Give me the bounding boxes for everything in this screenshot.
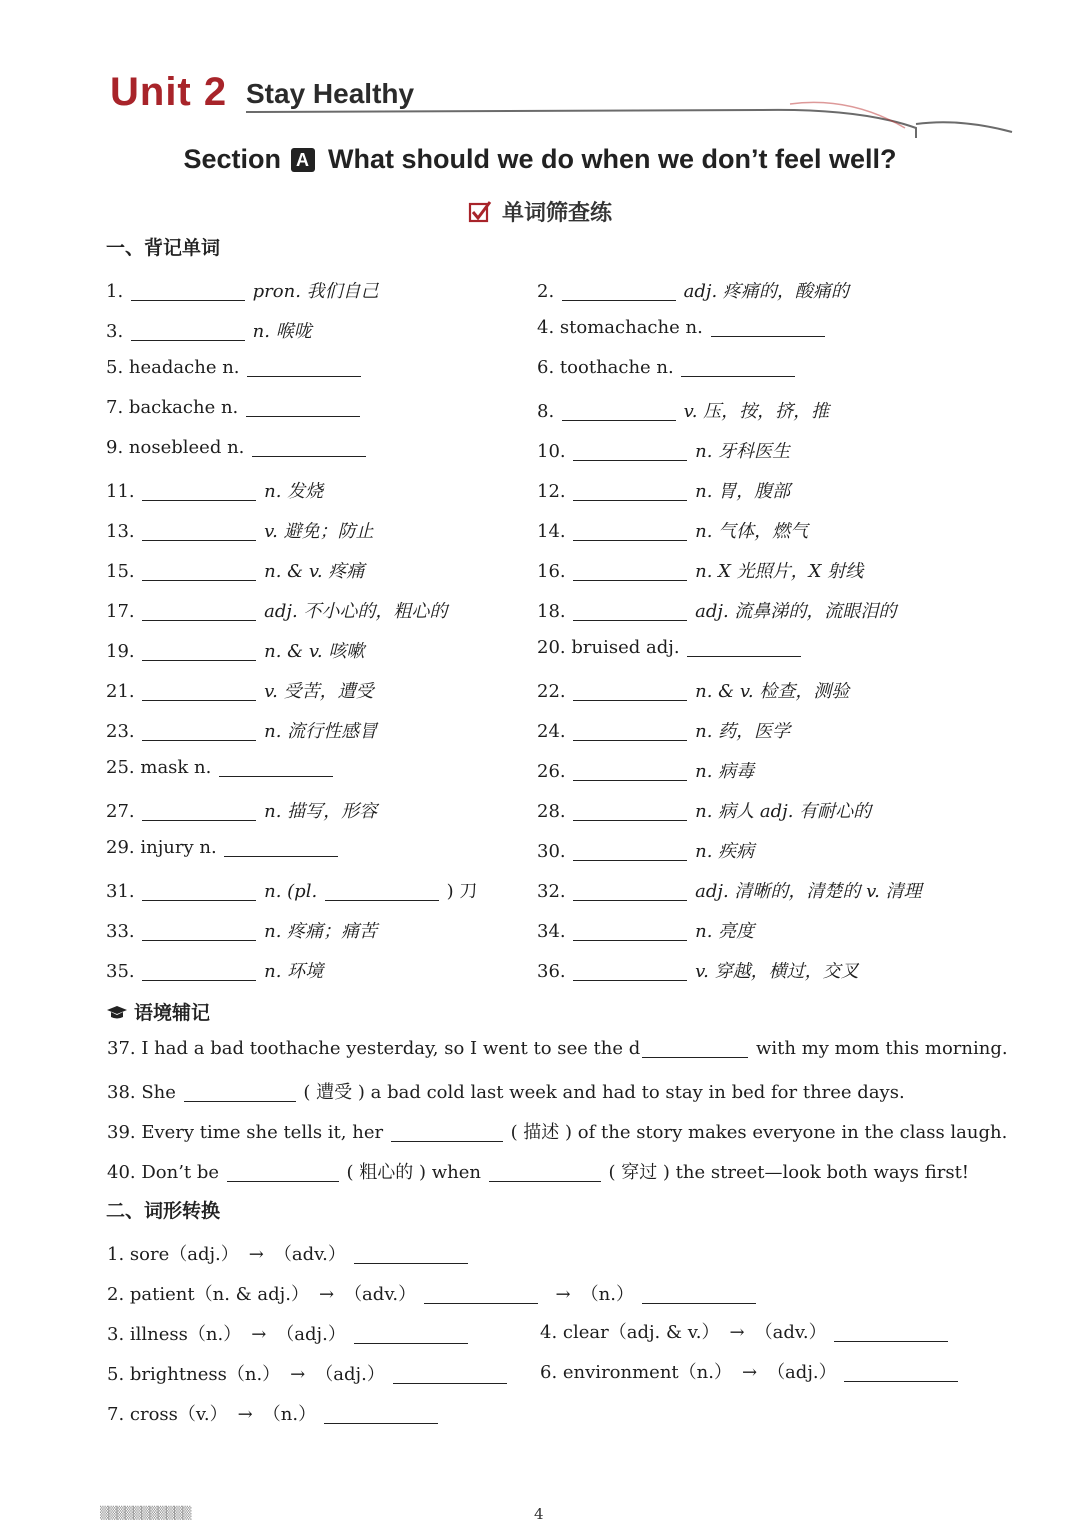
answer-blank[interactable]	[489, 1163, 601, 1182]
answer-blank[interactable]	[393, 1365, 507, 1384]
answer-blank[interactable]	[354, 1325, 468, 1344]
answer-blank[interactable]	[227, 1163, 339, 1182]
word-form-item-5	[107, 1360, 509, 1386]
answer-blank[interactable]	[142, 882, 256, 901]
vocab-item	[537, 637, 803, 658]
answer-blank[interactable]	[131, 282, 245, 301]
section-heading	[0, 144, 1080, 175]
answer-blank[interactable]	[391, 1123, 503, 1142]
item-number: 32.	[537, 881, 566, 902]
item-number: 31.	[106, 881, 135, 902]
answer-blank[interactable]	[184, 1083, 296, 1102]
item-meaning: n. 疾病	[695, 841, 755, 862]
vocab-item	[537, 917, 754, 943]
vocab-item	[106, 757, 335, 778]
word-form-source: 4. clear（adj. & v.）	[540, 1322, 720, 1343]
vocab-item	[106, 797, 377, 823]
unit-title: Stay Healthy	[246, 78, 415, 109]
vocab-item	[106, 877, 477, 903]
part2-heading: 二、词形转换	[106, 1200, 221, 1222]
item-number: 12.	[537, 481, 566, 502]
item-number: 27.	[106, 801, 135, 822]
arrow-right-icon: →	[555, 1284, 571, 1305]
item-meaning: n. 牙科医生	[695, 441, 791, 462]
item-number: 11.	[106, 481, 135, 502]
header-underline	[0, 0, 1080, 150]
answer-blank[interactable]	[142, 682, 256, 701]
item-meaning: adj. 清晰的，清楚的 v. 清理	[695, 881, 922, 902]
item-number: 10.	[537, 441, 566, 462]
vocab-item	[106, 837, 340, 858]
item-meaning: v. 压，按，挤，推	[683, 401, 830, 422]
answer-blank[interactable]	[247, 358, 361, 377]
vocab-item	[106, 477, 323, 503]
item-meaning: adj. 不小心的，粗心的	[264, 601, 448, 622]
section-label: Section	[183, 144, 281, 174]
sentence-39-start: 39. Every time she tells it, her	[107, 1122, 384, 1143]
item-meaning: n. 发烧	[264, 481, 324, 502]
page-number: 4	[534, 1505, 544, 1523]
sentence-37-end: with my mom this morning.	[755, 1038, 1008, 1059]
item-number: 14.	[537, 521, 566, 542]
vocab-item	[537, 837, 754, 863]
vocab-item	[537, 757, 754, 783]
word-form-item-2	[107, 1280, 758, 1306]
item-meaning: n. X 光照片，X 射线	[695, 561, 864, 582]
item-meaning: v. 避免；防止	[264, 521, 374, 542]
item-number: 8.	[537, 401, 555, 422]
sentence-37-start: 37. I had a bad toothache yesterday, so I went to see the d	[107, 1038, 641, 1059]
item-number: 2.	[537, 281, 555, 302]
vocab-item	[537, 477, 790, 503]
item-number: 6.	[537, 357, 555, 378]
answer-blank[interactable]	[642, 1039, 748, 1058]
answer-blank[interactable]	[142, 802, 256, 821]
vocab-item	[537, 397, 829, 423]
vocab-item	[537, 717, 790, 743]
item-meaning: n. 流行性感冒	[264, 721, 378, 742]
section-question: What should we do when we don’t feel well?	[328, 144, 897, 174]
vocab-item	[537, 437, 790, 463]
vocab-item	[537, 677, 849, 703]
word-form-item-6	[540, 1358, 960, 1384]
item-meaning: n. 气体，燃气	[695, 521, 809, 542]
arrow-right-icon: →	[248, 1244, 264, 1265]
item-number: 5.	[106, 357, 124, 378]
answer-blank[interactable]	[573, 482, 687, 501]
item-meaning: adj. 流鼻涕的，流眼泪的	[695, 601, 897, 622]
vocab-item	[537, 877, 922, 903]
answer-blank[interactable]	[573, 842, 687, 861]
sentence-37	[107, 1038, 1008, 1059]
answer-blank[interactable]	[642, 1285, 756, 1304]
answer-blank[interactable]	[142, 482, 256, 501]
answer-blank[interactable]	[142, 562, 256, 581]
item-meaning: pron. 我们自己	[252, 281, 379, 302]
answer-blank[interactable]	[573, 562, 687, 581]
item-meaning: adj. 疼痛的，酸痛的	[683, 281, 849, 302]
item-word: backache n.	[128, 397, 239, 418]
item-word: stomachache n.	[559, 317, 703, 338]
item-number: 36.	[537, 961, 566, 982]
answer-blank[interactable]	[573, 762, 687, 781]
item-number: 19.	[106, 641, 135, 662]
vocab-item	[537, 957, 859, 983]
item-meaning: v. 穿越，横过，交叉	[695, 961, 859, 982]
item-number: 22.	[537, 681, 566, 702]
vocab-item	[537, 597, 896, 623]
item-number: 34.	[537, 921, 566, 942]
item-meaning: v. 受苦，遭受	[264, 681, 374, 702]
vocab-item	[106, 637, 364, 663]
arrow-right-icon: →	[251, 1324, 267, 1345]
item-meaning: n. 病毒	[695, 761, 755, 782]
word-form-target: （adj.）	[767, 1362, 837, 1383]
answer-blank[interactable]	[325, 882, 439, 901]
answer-blank[interactable]	[844, 1363, 958, 1382]
answer-blank[interactable]	[562, 282, 676, 301]
sentence-40-end: ( 穿过 ) the street—look both ways first!	[608, 1162, 970, 1183]
vocab-item	[537, 557, 863, 583]
vocab-item	[106, 957, 323, 983]
vocab-item	[106, 357, 363, 378]
vocab-item	[106, 597, 447, 623]
answer-blank[interactable]	[834, 1323, 948, 1342]
word-form-item-4	[540, 1318, 950, 1344]
arrow-right-icon: →	[290, 1364, 306, 1385]
word-form-target: （adj.）	[276, 1324, 346, 1345]
word-form-source: 5. brightness（n.）	[107, 1364, 281, 1385]
item-word: injury n.	[140, 837, 217, 858]
item-meaning-tail: ) 刀	[446, 881, 478, 902]
item-word: nosebleed n.	[128, 437, 245, 458]
item-number: 9.	[106, 437, 124, 458]
word-form-target: （adv.）	[754, 1322, 827, 1343]
answer-blank[interactable]	[562, 402, 676, 421]
word-form-item-1	[107, 1240, 470, 1266]
item-meaning: n. 描写，形容	[264, 801, 378, 822]
arrow-right-icon: →	[318, 1284, 335, 1305]
item-number: 28.	[537, 801, 566, 822]
vocab-item	[537, 797, 871, 823]
vocab-item	[106, 717, 377, 743]
word-form-source: 6. environment（n.）	[540, 1362, 732, 1383]
word-form-item-7	[107, 1400, 440, 1426]
checkbox-checked-icon	[468, 200, 492, 224]
word-form-target: （adj.）	[315, 1364, 385, 1385]
word-form-source: 1. sore（adj.）	[107, 1244, 239, 1265]
item-word: toothache n.	[559, 357, 674, 378]
word-form-target-2: （n.）	[580, 1284, 634, 1305]
practice-title	[0, 196, 1080, 227]
unit-number: Unit 2	[110, 70, 228, 114]
item-meaning: n. 疼痛；痛苦	[264, 921, 378, 942]
item-number: 29.	[106, 837, 135, 858]
answer-blank[interactable]	[681, 358, 795, 377]
item-number: 4.	[537, 317, 555, 338]
item-word: headache n.	[128, 357, 240, 378]
answer-blank[interactable]	[252, 438, 366, 457]
item-word: mask n.	[140, 757, 212, 778]
item-number: 26.	[537, 761, 566, 782]
part1-heading: 一、背记单词	[106, 237, 221, 259]
word-form-item-3	[107, 1320, 470, 1346]
answer-blank[interactable]	[573, 722, 687, 741]
vocab-item	[106, 317, 312, 343]
word-form-source: 3. illness（n.）	[107, 1324, 242, 1345]
vocab-item	[537, 357, 797, 378]
answer-blank[interactable]	[142, 642, 256, 661]
sentence-40-start: 40. Don’t be	[107, 1162, 220, 1183]
answer-blank[interactable]	[131, 322, 245, 341]
answer-blank[interactable]	[142, 962, 256, 981]
arrow-right-icon: →	[237, 1404, 253, 1425]
item-number: 20.	[537, 637, 566, 658]
answer-blank[interactable]	[142, 602, 256, 621]
context-heading	[106, 998, 210, 1025]
answer-blank[interactable]	[142, 922, 256, 941]
answer-blank[interactable]	[224, 838, 338, 857]
answer-blank[interactable]	[573, 602, 687, 621]
item-number: 16.	[537, 561, 566, 582]
item-meaning: n. 喉咙	[252, 321, 312, 342]
answer-blank[interactable]	[142, 522, 256, 541]
item-number: 23.	[106, 721, 135, 742]
word-form-target: （adv.）	[273, 1244, 346, 1265]
item-number: 18.	[537, 601, 566, 622]
item-meaning: n. (pl.	[264, 881, 318, 902]
sentence-38-end: ( 遭受 ) a bad cold last week and had to stay in bed for three days.	[303, 1082, 905, 1103]
answer-blank[interactable]	[142, 722, 256, 741]
vocab-item	[537, 277, 849, 303]
word-form-source: 7. cross（v.）	[107, 1404, 228, 1425]
vocab-item	[106, 277, 379, 303]
item-number: 30.	[537, 841, 566, 862]
word-form-target: （adv.）	[344, 1284, 417, 1305]
answer-blank[interactable]	[573, 682, 687, 701]
answer-blank[interactable]	[573, 962, 687, 981]
item-meaning: n. & v. 疼痛	[264, 561, 365, 582]
footer-watermark: ▒▒▒▒▒▒▒▒▒▒▒	[100, 1506, 191, 1520]
answer-blank[interactable]	[573, 442, 687, 461]
item-number: 3.	[106, 321, 124, 342]
vocab-item	[106, 517, 374, 543]
answer-blank[interactable]	[573, 522, 687, 541]
item-number: 21.	[106, 681, 135, 702]
context-heading-text: 语境辅记	[134, 1002, 211, 1024]
graduation-cap-icon	[106, 1005, 128, 1021]
item-meaning: n. 环境	[264, 961, 324, 982]
arrow-right-icon: →	[729, 1322, 745, 1343]
sentence-39-end: ( 描述 ) of the story makes everyone in the class laugh.	[510, 1122, 1008, 1143]
practice-title-text: 单词筛查练	[501, 200, 612, 226]
item-number: 13.	[106, 521, 135, 542]
item-meaning: n. & v. 咳嗽	[264, 641, 365, 662]
item-number: 33.	[106, 921, 135, 942]
arrow-right-icon: →	[741, 1362, 758, 1383]
answer-blank[interactable]	[246, 398, 360, 417]
item-word: bruised adj.	[571, 637, 680, 658]
item-number: 24.	[537, 721, 566, 742]
vocab-item	[106, 677, 374, 703]
item-number: 1.	[106, 281, 124, 302]
answer-blank[interactable]	[687, 638, 801, 657]
item-number: 7.	[106, 397, 124, 418]
vocab-item	[106, 917, 377, 943]
sentence-38	[107, 1078, 905, 1104]
answer-blank[interactable]	[424, 1285, 538, 1304]
word-form-target: （n.）	[262, 1404, 317, 1425]
word-form-source: 2. patient（n. & adj.）	[107, 1284, 309, 1305]
vocab-item	[106, 557, 364, 583]
vocab-item	[106, 397, 362, 418]
item-number: 17.	[106, 601, 135, 622]
item-number: 25.	[106, 757, 135, 778]
item-meaning: n. 亮度	[695, 921, 755, 942]
item-meaning: n. 病人 adj. 有耐心的	[695, 801, 872, 822]
answer-blank[interactable]	[324, 1405, 438, 1424]
answer-blank[interactable]	[573, 802, 687, 821]
answer-blank[interactable]	[711, 318, 825, 337]
answer-blank[interactable]	[219, 758, 333, 777]
answer-blank[interactable]	[354, 1245, 468, 1264]
item-meaning: n. 胃，腹部	[695, 481, 791, 502]
answer-blank[interactable]	[573, 922, 687, 941]
item-number: 15.	[106, 561, 135, 582]
sentence-38-start: 38. She	[107, 1082, 176, 1103]
vocab-item	[537, 317, 827, 338]
sentence-40	[107, 1158, 969, 1184]
sentence-39	[107, 1118, 1007, 1144]
item-number: 35.	[106, 961, 135, 982]
item-meaning: n. 药，医学	[695, 721, 791, 742]
vocab-item	[537, 517, 808, 543]
answer-blank[interactable]	[573, 882, 687, 901]
sentence-40-middle: ( 粗心的 ) when	[346, 1162, 481, 1183]
vocab-item	[106, 437, 368, 458]
item-meaning: n. & v. 检查，测验	[695, 681, 850, 702]
section-letter-badge: A	[291, 148, 315, 172]
